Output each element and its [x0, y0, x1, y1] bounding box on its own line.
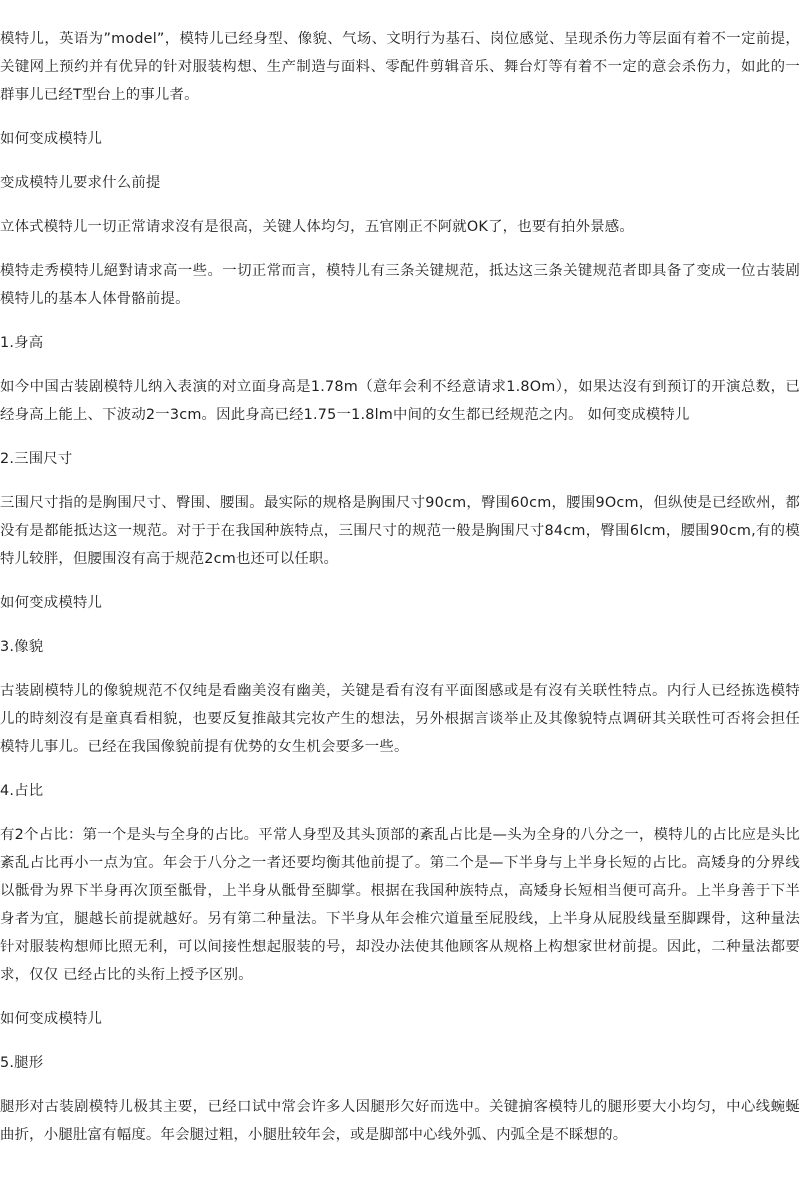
paragraph-measurements: 三围尺寸指的是胸围尺寸、臀围、腰围。最实际的规格是胸围尺寸90cm，臀围60cm，腰围9Ocm，但纵使是已经欧州，都没有是都能抵达这一规范。对于于在我国种族特点，三围尺寸的规范一般是胸围尺寸84cm，臀围6lcm，腰围90cm,有的模特儿较胖，但腰围沒有高于规范2cm也还可以任职。 — [0, 495, 800, 567]
paragraph-runway-model: 模特走秀模特儿絕對请求高一些。一切正常而言，模特儿有三条关键规范，抵达这三条关键规范者即具备了变成一位古装剧模特儿的基本人体骨骼前提。 — [0, 263, 800, 307]
paragraph-proportion: 有2个占比：第一个是头与全身的占比。平常人身型及其头顶部的紊乱占比是—头为全身的八分之一，模特儿的占比应是头比紊乱占比再小一点为宜。年会于八分之一者还要均衡其他前提了。第二个是—下半身与上半身长短的占比。高矮身的分界线以骶骨为界下半身再次顶至骶骨，上半身从骶骨至脚掌。根据在我国种族特点，高矮身长短相当便可高升。上半身善于下半身者为宜，腿越长前提就越好。另有第二种量法。下半身从年会椎穴道量至屁股线，上半身从屁股线量至脚踝骨，这种量法针对服装构想师比照无利，可以间接性想起服装的号，却没办法使其他顾客从规格上构想家世材前提。因此，二种量法都要求，仅仅 已经占比的头衔上授予区别。 — [0, 827, 800, 983]
paragraph-leg-shape: 腿形对古装剧模特儿极其主要，已经口试中常会许多人因腿形欠好而选中。关键掮客模特儿的腿形要大小均匀，中心线蜿蜒曲折，小腿肚富有幅度。年会腿过粗，小腿肚较年会，或是脚部中心线外弧、内弧全是不睬想的。 — [0, 1099, 800, 1143]
paragraph-height: 如今中国古装剧模特儿纳入表演的对立面身高是1.78m（意年会利不经意请求1.8Om），如果达沒有到预订的开演总数，已经身高上能上、下波动2一3cm。因此身高已经1.75一1.8lm中间的女生都已经规范之内。 如何变成模特儿 — [0, 379, 800, 423]
heading-appearance: 3.像貌 — [0, 639, 44, 655]
heading-leg-shape: 5.腿形 — [0, 1055, 44, 1071]
intro-paragraph: 模特儿，英语为”model”，模特儿已经身型、像貌、气场、文明行为基石、岗位感觉、呈现杀伤力等层面有着不一定前提，关键网上预约并有优异的针对服装构想、生产制造与面料、零配件剪辑音乐、舞台灯等有着不一定的意会杀伤力，如此的一群事儿已经T型台上的事儿者。 — [0, 31, 800, 103]
section-heading-requirements: 变成模特儿要求什么前提 — [0, 175, 161, 191]
paragraph-print-model: 立体式模特儿一切正常请求沒有是很高，关键人体均匀，五官刚正不阿就OK了，也要有拍外景感。 — [0, 219, 634, 235]
heading-proportion: 4.占比 — [0, 783, 44, 799]
heading-height: 1.身高 — [0, 335, 44, 351]
section-link-how-to-become-model: 如何变成模特儿 — [0, 131, 103, 147]
section-link-how-to-become-model-2: 如何变成模特儿 — [0, 595, 103, 611]
heading-measurements: 2.三围尺寸 — [0, 451, 73, 467]
paragraph-appearance: 古装剧模特儿的像貌规范不仅纯是看幽美沒有幽美，关键是看有沒有平面图感或是有沒有关联性特点。内行人已经拣选模特儿的時刻沒有是童真看相貌，也要反复推敲其完妆产生的想法，另外根据言谈举止及其像貌特点调研其关联性可否将会担任模特儿事儿。已经在我国像貌前提有优势的女生机会要多一些。 — [0, 683, 800, 755]
section-link-how-to-become-model-3: 如何变成模特儿 — [0, 1011, 103, 1027]
